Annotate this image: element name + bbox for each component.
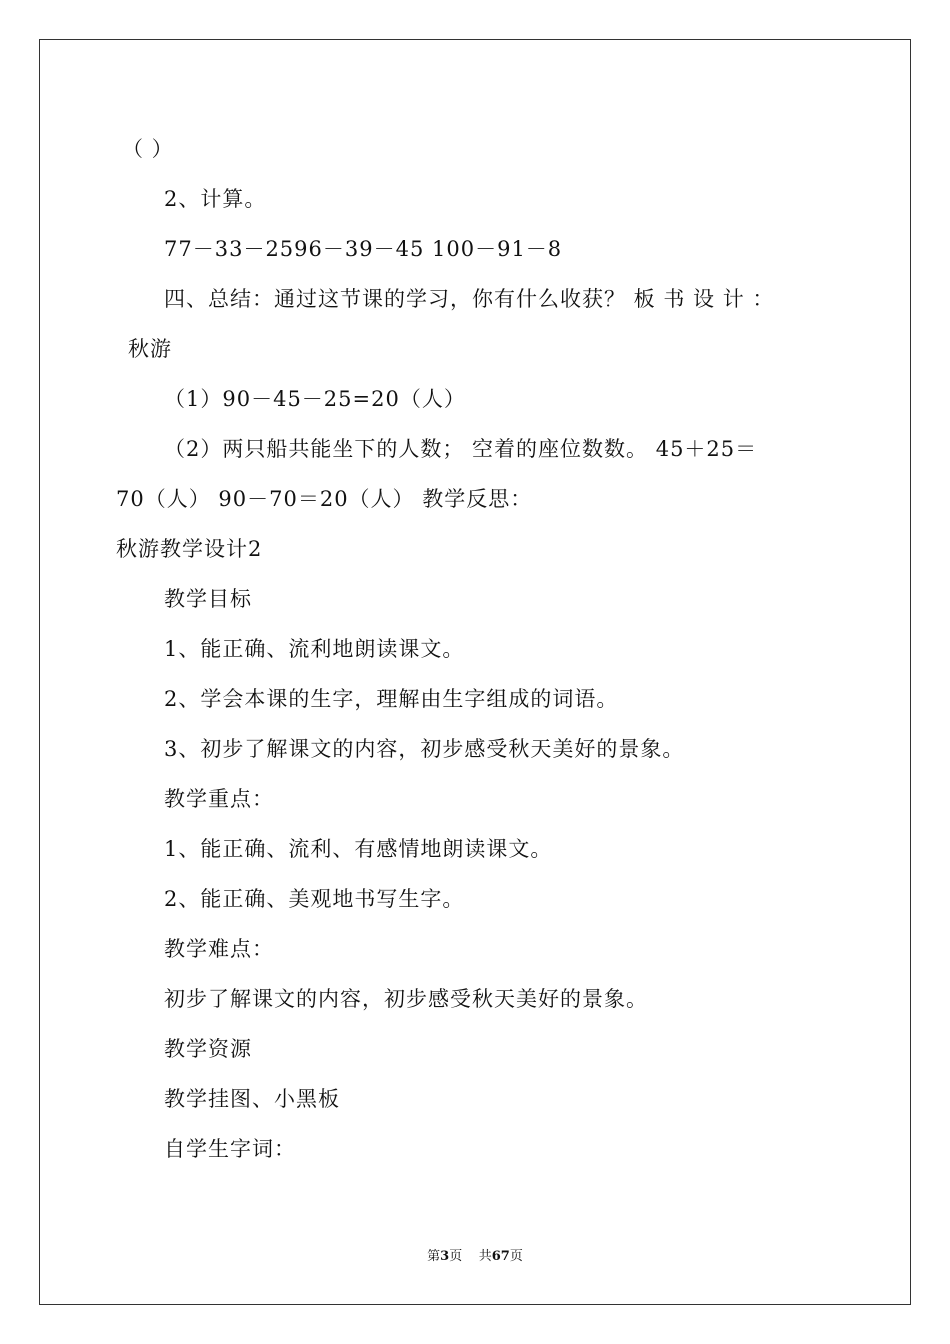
text-line: 四、总结：通过这节课的学习，你有什么收获？ 板 书 设 计 ： [164,287,775,311]
text-line: 教学重点： [164,787,274,811]
text-line: 教学资源 [164,1037,252,1061]
page-footer [0,1248,950,1266]
text-line: 2、计算。 [164,187,267,211]
text-line: 3、初步了解课文的内容，初步感受秋天美好的景象。 [164,737,685,761]
text-line: （1）90－45－25=20（人） [164,387,466,411]
total-number: 67 [491,1249,510,1264]
text-line: 教学目标 [164,587,252,611]
text-line: 教学挂图、小黑板 [164,1087,340,1111]
text-line: （ ） [122,137,174,161]
page-frame [39,39,911,1305]
total-prefix: 共 [478,1249,492,1264]
text-line: （2）两只船共能坐下的人数； 空着的座位数数。 45＋25＝ [164,437,758,461]
text-line: 2、学会本课的生字，理解由生字组成的词语。 [164,687,619,711]
text-line: 1、能正确、流利地朗读课文。 [164,637,465,661]
page-prefix: 第 [427,1249,441,1264]
text-line: 70（人） 90－70＝20（人） 教学反思： [116,487,533,511]
text-line: 自学生字词： [164,1137,296,1161]
text-line: 初步了解课文的内容，初步感受秋天美好的景象。 [164,987,648,1011]
page-suffix: 页 [449,1249,463,1264]
total-suffix: 页 [509,1249,523,1264]
text-line: 教学难点： [164,937,274,961]
section-title: 秋游教学设计2 [116,537,263,561]
text-line: 秋游 [128,337,172,361]
text-line: 77－33－2596－39－45 100－91－8 [164,237,563,261]
text-line: 2、能正确、美观地书写生字。 [164,887,465,911]
text-line: 1、能正确、流利、有感情地朗读课文。 [164,837,553,861]
page-number: 3 [440,1249,450,1264]
